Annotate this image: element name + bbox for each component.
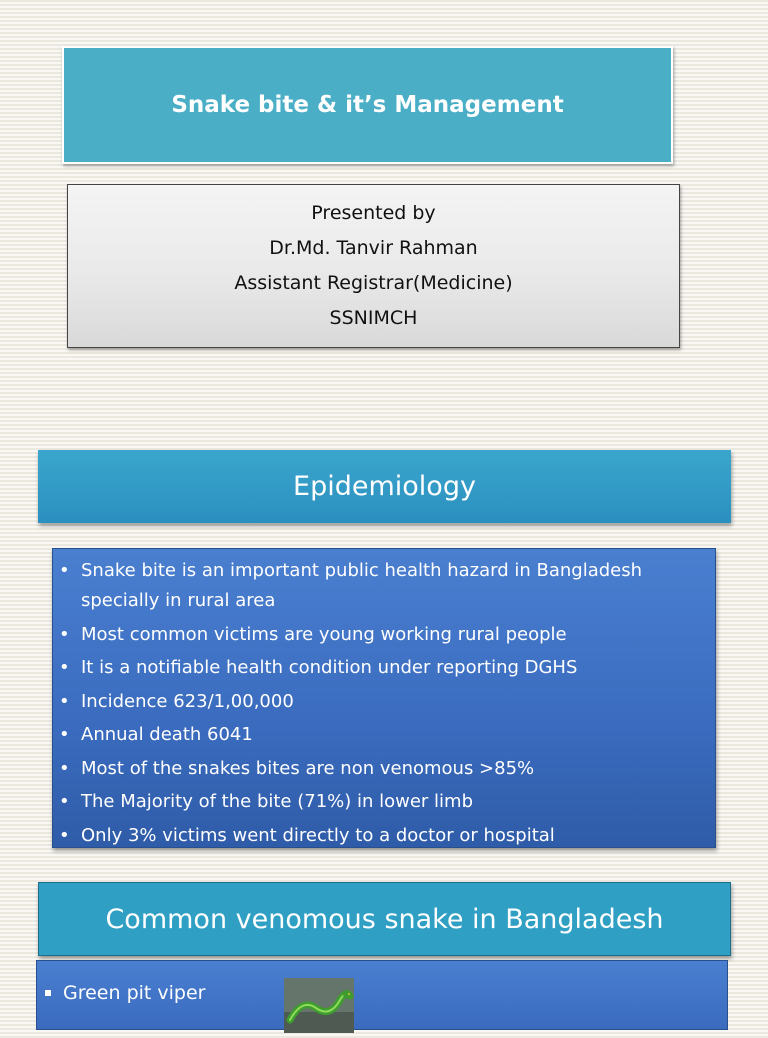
list-item: • Most common victims are young working rural people: [59, 620, 703, 650]
venomous-snake-title-text: Common venomous snake in Bangladesh: [105, 903, 664, 935]
presenter-name: Dr.Md. Tanvir Rahman: [269, 237, 478, 259]
snake-name: Green pit viper: [63, 982, 206, 1004]
slide-title: [62, 46, 673, 164]
square-bullet-icon: [45, 990, 51, 996]
slide-title-text: Snake bite & it’s Management: [171, 92, 564, 118]
presenter-line-1: Presented by: [311, 202, 436, 224]
list-item: • Only 3% victims went directly to a doctor or hospital: [59, 821, 703, 851]
list-item: • It is a notifiable health condition under reporting DGHS: [59, 653, 703, 683]
list-item: • Most of the snakes bites are non venomous >85%: [59, 754, 703, 784]
list-item: • Annual death 6041: [59, 720, 703, 750]
venomous-snake-list: [36, 960, 728, 1030]
venomous-snake-title: [38, 882, 731, 956]
list-item: • Incidence 623/1,00,000: [59, 687, 703, 717]
epidemiology-list: [52, 548, 716, 848]
presenter-position: Assistant Registrar(Medicine): [234, 272, 513, 294]
green-pit-viper-image: [284, 978, 354, 1033]
epidemiology-title: [38, 450, 731, 523]
list-item: [45, 982, 206, 1004]
presenter-box: [67, 184, 680, 348]
presenter-institution: SSNIMCH: [329, 307, 418, 329]
epidemiology-title-text: Epidemiology: [293, 471, 476, 502]
list-item: • Snake bite is an important public health hazard in Bangladesh specially in rural area: [59, 556, 703, 616]
list-item: • The Majority of the bite (71%) in lower limb: [59, 787, 703, 817]
